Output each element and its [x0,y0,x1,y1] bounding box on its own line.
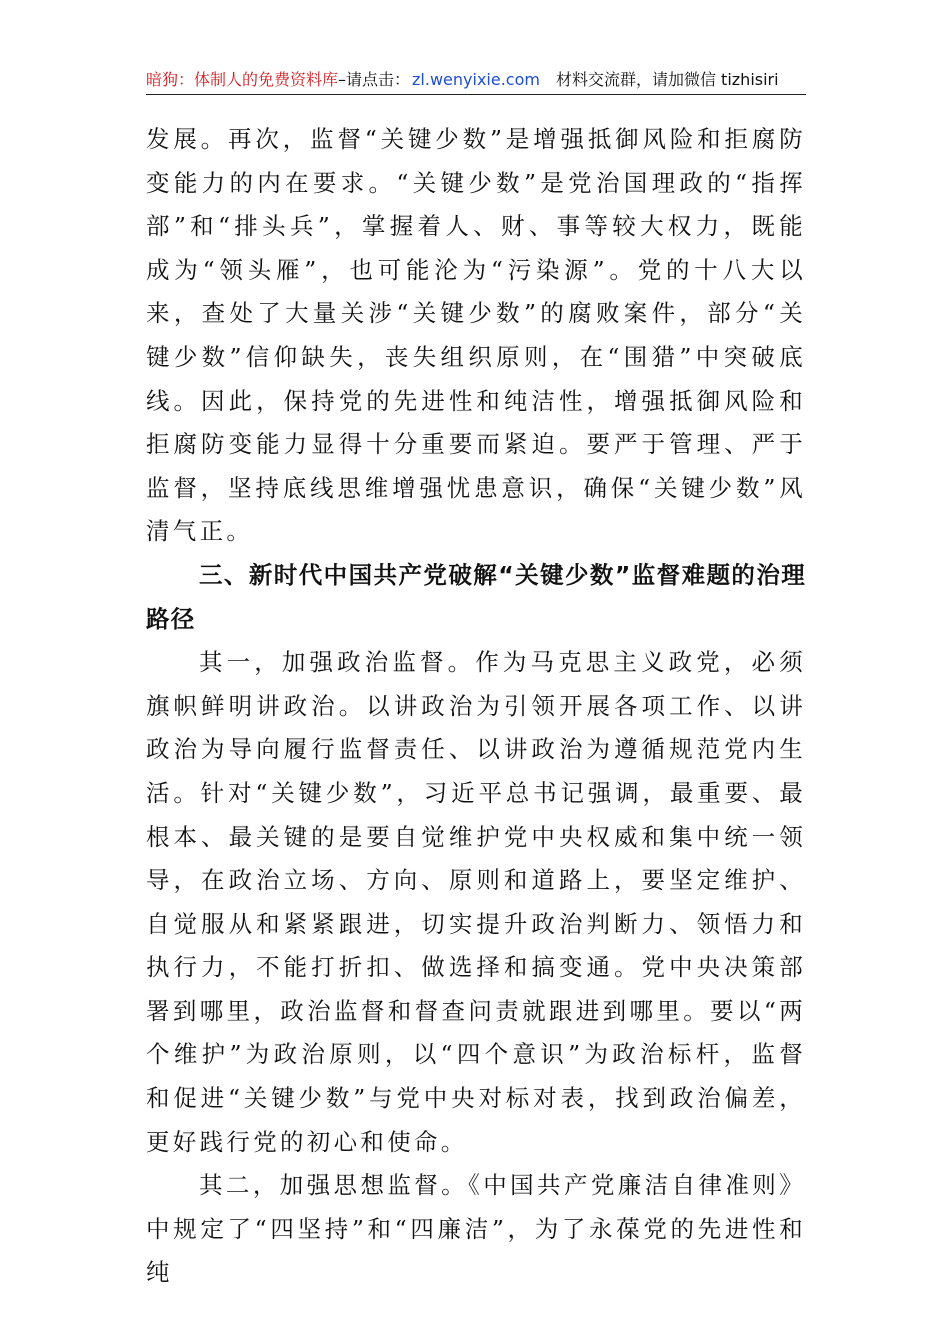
header-group-note: 材料交流群，请加微信 tizhisiri [555,70,779,89]
paragraph-political-supervision: 其一，加强政治监督。作为马克思主义政党，必须旗帜鲜明讲政治。以讲政治为引领开展各项工作、以讲政治为导向履行监督责任、以讲政治为遵循规范党内生活。针对“关键少数”，习近平总书记强调，最重要、最根本、最关键的是要自觉维护党中央权威和集中统一领导，在政治立场、方向、原则和道路上，要坚定维护、自觉服从和紧紧跟进，切实提升政治判断力、领悟力和执行力，不能打折扣、做选择和搞变通。党中央决策部署到哪里，政治监督和督查问责就跟进到哪里。要以“两个维护”为政治原则，以“四个意识”为政治标杆，监督和促进“关键少数”与党中央对标对表，找到政治偏差，更好践行党的初心和使命。 [146,648,806,1156]
header-prompt: –请点击： [338,70,411,89]
document-body [146,118,806,1295]
page-header [146,66,806,95]
header-brand: 暗狗：体制人的免费资料库 [146,70,339,89]
paragraph-ideological-supervision: 其二，加强思想监督。《中国共产党廉洁自律准则》中规定了“四坚持”和“四廉洁”，为了永葆党的先进性和纯 [146,1171,806,1287]
header-link[interactable]: zl.wenyixie.com [412,70,540,89]
section-heading: 三、新时代中国共产党破解“关键少数”监督难题的治理路径 [146,560,806,633]
paragraph-continued: 发展。再次，监督“关键少数”是增强抵御风险和拒腐防变能力的内在要求。“关键少数”是党治国理政的“指挥部”和“排头兵”，掌握着人、财、事等较大权力，既能成为“领头雁”，也可能沦为“污染源”。党的十八大以来，查处了大量关涉“关键少数”的腐败案件，部分“关键少数”信仰缺失，丧失组织原则，在“围猎”中突破底线。因此，保持党的先进性和纯洁性，增强抵御风险和拒腐防变能力显得十分重要而紧迫。要严于管理、严于监督，坚持底线思维增强忧患意识，确保“关键少数”风清气正。 [146,125,806,546]
